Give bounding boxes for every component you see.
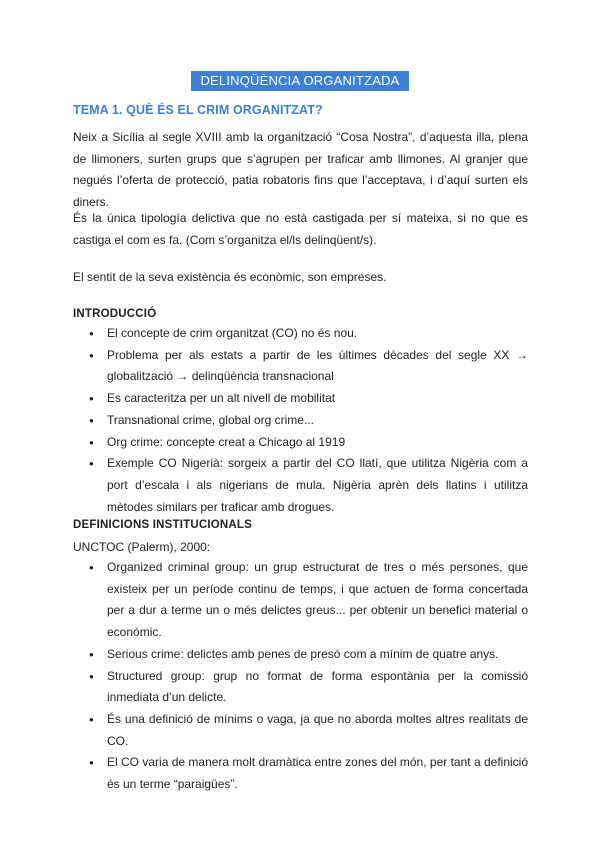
list-item: ● El CO varia de manera molt dramàtica entre zones del món, per tant a definició és un terme “paraigües”. (73, 752, 528, 795)
section-subtitle: TEMA 1. QUÈ ÉS EL CRIM ORGANITZAT? (73, 103, 323, 117)
title-wrapper (0, 71, 600, 91)
list-item: ● El concepte de crim organitzat (CO) no és nou. (73, 323, 528, 345)
list-item: ● Problema per als estats a partir de les últimes dècades del segle XX → globalització → delinqüència transnacional (73, 345, 528, 388)
paragraph-economic: El sentit de la seva existència és econòmic, son empreses. (73, 270, 387, 284)
list-item: ● Serious crime: delictes amb penes de presó com a mínim de quatre anys. (73, 644, 528, 666)
list-item: ● Transnational crime, global org crime... (73, 410, 528, 432)
intro-list (73, 323, 528, 518)
heading-introduction: INTRODUCCIÓ (73, 308, 157, 320)
list-item: ● Es caracteritza per un alt nivell de mobilitat (73, 388, 528, 410)
heading-institutional-definitions: DEFINICIONS INSTITUCIONALS (73, 519, 252, 531)
list-item: ● Org crime: concepte creat a Chicago al 1919 (73, 432, 528, 454)
list-item: ● Organized criminal group: un grup estructurat de tres o més persones, que existeix per un període continu de temps, i que actuen de forma concertada per a dur a terme un o més delictes greus... per obtenir un benefici material o econòmic. (73, 557, 528, 644)
document-title: DELINQÜÈNCIA ORGANITZADA (191, 71, 408, 91)
paragraph-typology: És la única tipología delictiva que no està castigada per sí mateixa, si no que es castiga el com es fa. (Com s’organitza el/ls delinqüent/s). (73, 211, 528, 247)
definitions-list (73, 557, 528, 796)
list-item: ● Exemple CO Nigerià: sorgeix a partir del CO llatí, que utilitza Nigèria com a port d’escala i als nigerians de mula. Nigèria aprèn dels llatins i utilitza mètodes similars per traficar amb drogues. (73, 453, 528, 518)
list-item: ● És una definició de mínims o vaga, ja que no aborda moltes altres realitats de CO. (73, 709, 528, 752)
list-item: ● Structured group: grup no format de forma espontània per la comissió inmediata d’un delicte. (73, 666, 528, 709)
paragraph-origin: Neix a Sicília al segle XVIII amb la organització “Cosa Nostra”, d’aquesta illa, plena de llimoners, surten grups que s’agrupen per traficar amb llimones. Al granjer que negués l’oferta de protecció, patia robatoris fins que l’acceptava, i d’aquí surten els diners. (73, 130, 528, 210)
definitions-source: UNCTOC (Palerm), 2000: (73, 540, 211, 554)
